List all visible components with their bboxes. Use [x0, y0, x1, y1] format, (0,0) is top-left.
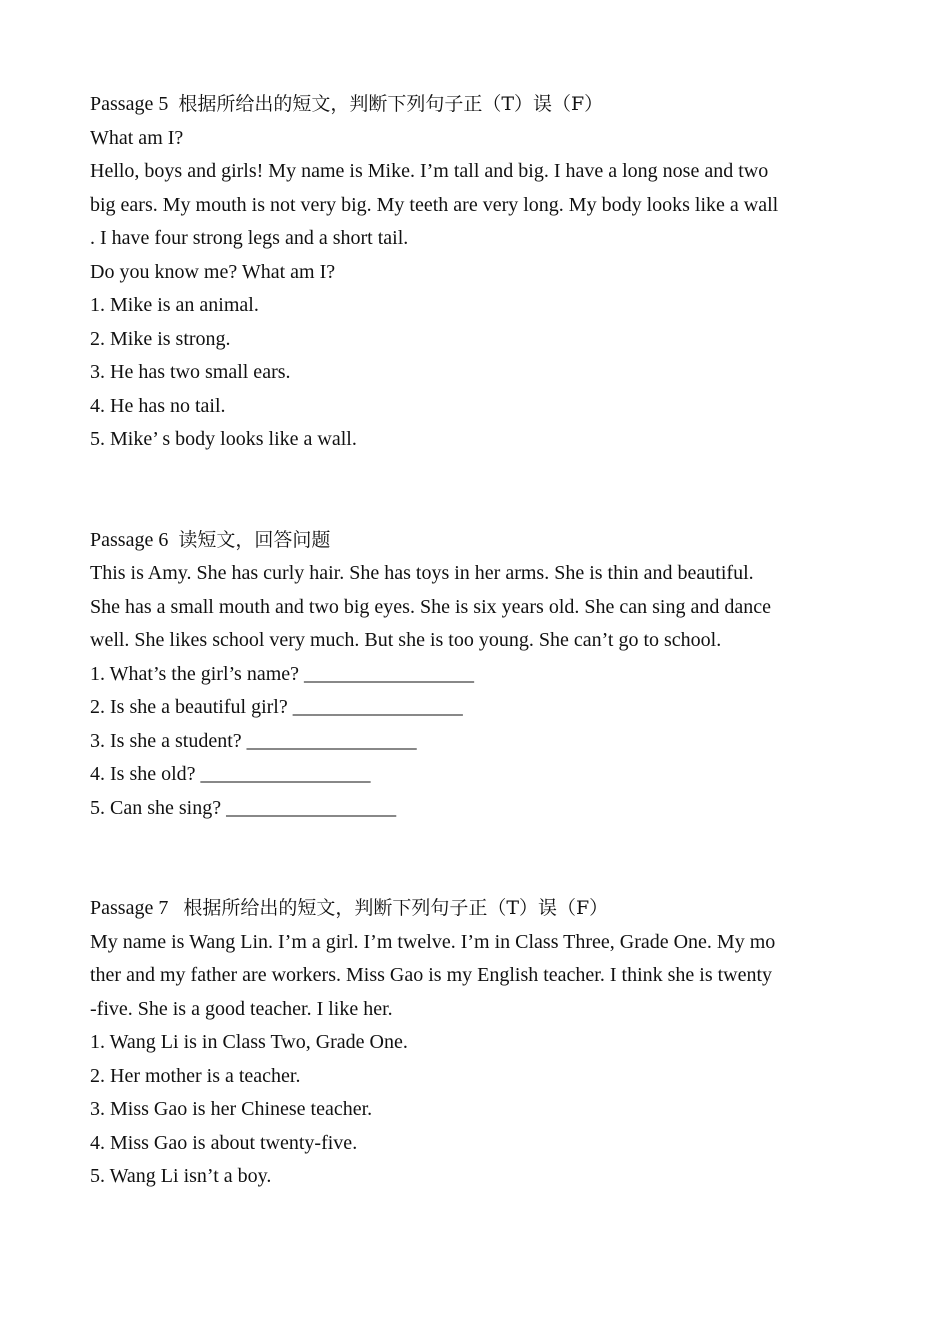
passage-5-text-line: . I have four strong legs and a short tail.: [90, 227, 409, 249]
section-spacer: [90, 457, 870, 524]
passage-5-title: What am I?: [90, 126, 184, 149]
passage-7-question: 1. Wang Li is in Class Two, Grade One.: [90, 1031, 408, 1053]
passage-7-heading-en: Passage 7: [90, 897, 184, 919]
passage-6-heading-zh: 读短文，回答问题: [178, 528, 331, 551]
passage-5-question: 4. He has no tail.: [90, 394, 226, 417]
passage-5-question: 2. Mike is strong.: [90, 327, 231, 350]
passage-5-heading-en: Passage 5: [90, 93, 179, 115]
passage-7-heading: [90, 892, 870, 926]
document-page: [90, 88, 870, 1194]
passage-7-question: 5. Wang Li isn’t a boy.: [90, 1165, 272, 1187]
passage-6-text-line: She has a small mouth and two big eyes. She is six years old. She can sing and dance: [90, 595, 771, 618]
passage-5-heading: [90, 88, 870, 122]
passage-7-question: 4. Miss Gao is about twenty-five.: [90, 1131, 358, 1154]
passage-5-text-line: Hello, boys and girls! My name is Mike. I’m tall and big. I have a long nose and two: [90, 160, 769, 182]
passage-6-heading-en: Passage 6: [90, 528, 179, 551]
passage-6-text-line: well. She likes school very much. But she is too young. She can’t go to school.: [90, 629, 722, 651]
passage-7-text-line: -five. She is a good teacher. I like her.: [90, 997, 393, 1020]
passage-5-text-line: Do you know me? What am I?: [90, 260, 336, 283]
passage-7: [90, 892, 870, 1194]
passage-6-question: 2. Is she a beautiful girl? _________________: [90, 696, 463, 718]
passage-5-question: 5. Mike’ s body looks like a wall.: [90, 428, 357, 450]
passage-6-question: 1. What’s the girl’s name? _________________: [90, 662, 475, 685]
passage-6: [90, 524, 870, 826]
passage-5-question: 1. Mike is an animal.: [90, 294, 259, 316]
passage-6-question: 3. Is she a student? _________________: [90, 729, 417, 752]
passage-5-text-line: big ears. My mouth is not very big. My teeth are very long. My body looks like a wall: [90, 193, 779, 216]
passage-7-question: 2. Her mother is a teacher.: [90, 1064, 301, 1087]
passage-7-text-line: ther and my father are workers. Miss Gao is my English teacher. I think she is twenty: [90, 964, 773, 986]
passage-6-question: 5. Can she sing? _________________: [90, 796, 397, 819]
passage-6-heading: [90, 524, 870, 558]
passage-5-heading-zh: 根据所给出的短文，判断下列句子正（T）误（F）: [178, 93, 604, 115]
passage-6-text-line: This is Amy. She has curly hair. She has toys in her arms. She is thin and beautiful.: [90, 562, 754, 584]
passage-7-heading-zh: 根据所给出的短文，判断下列句子正（T）误（F）: [183, 897, 609, 919]
passage-5: [90, 88, 870, 457]
section-spacer: [90, 825, 870, 892]
passage-7-question: 3. Miss Gao is her Chinese teacher.: [90, 1098, 373, 1120]
passage-6-question: 4. Is she old? _________________: [90, 763, 371, 785]
passage-5-question: 3. He has two small ears.: [90, 361, 291, 383]
passage-7-text-line: My name is Wang Lin. I’m a girl. I’m twelve. I’m in Class Three, Grade One. My mo: [90, 930, 776, 953]
